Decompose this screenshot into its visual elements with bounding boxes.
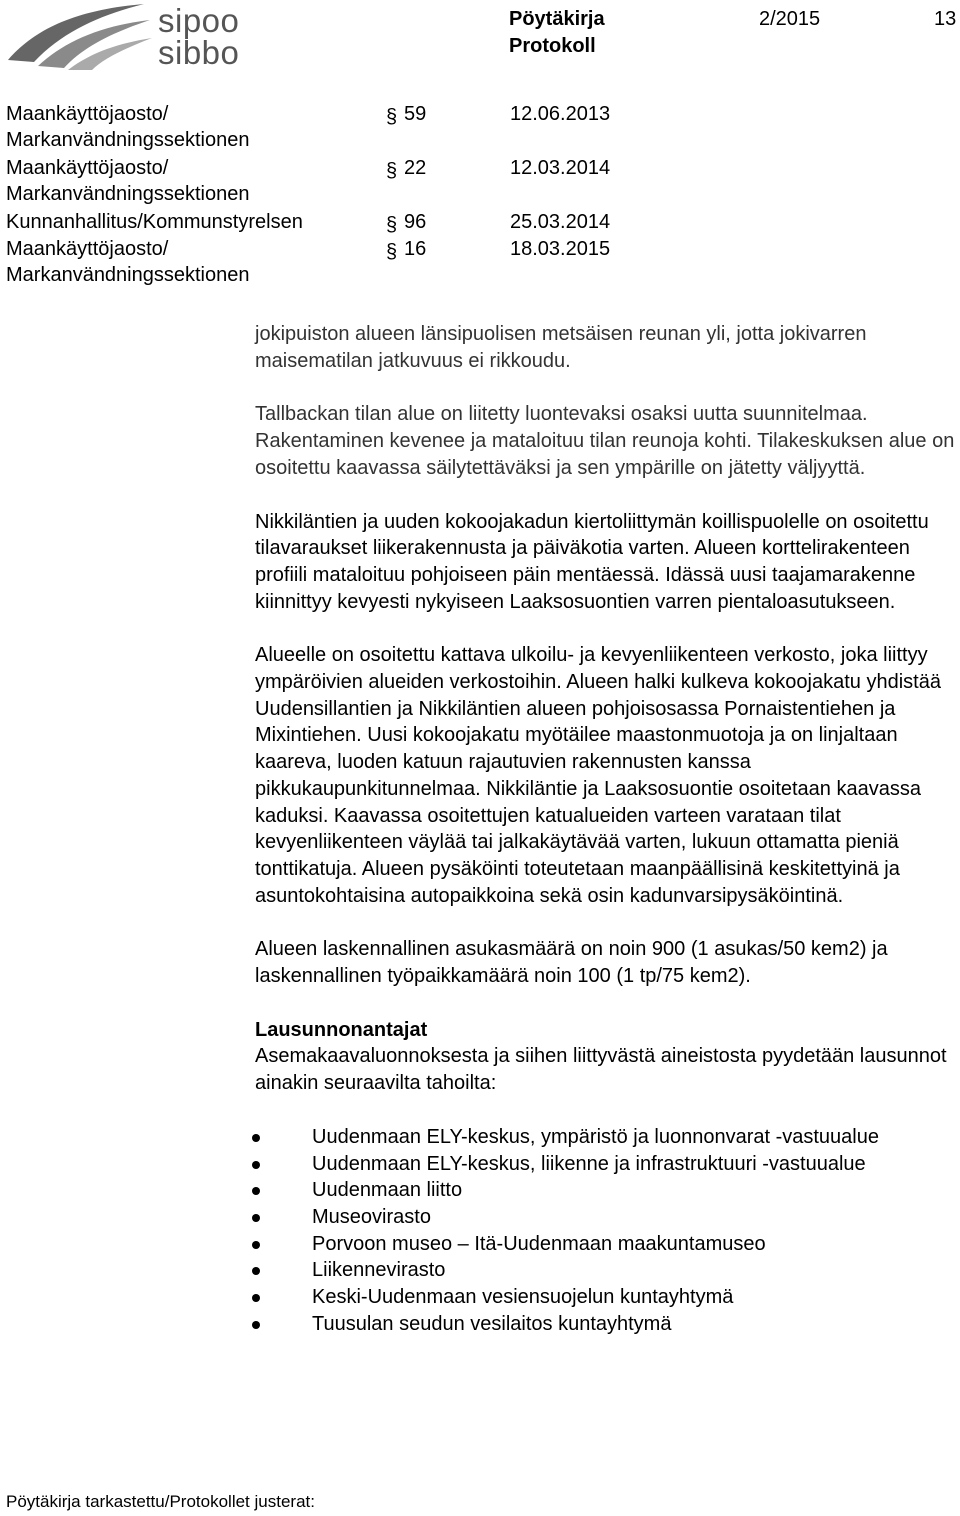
list-item: Uudenmaan liitto (255, 1177, 960, 1204)
section-heading-lausunnonantajat: Lausunnonantajat (255, 1018, 428, 1041)
meeting-organ (6, 101, 250, 153)
meeting-organ-line1: Kunnanhallitus/Kommunstyrelsen (6, 211, 303, 233)
list-item: Uudenmaan ELY-keskus, liikenne ja infrastruktuuri -vastuualue (255, 1151, 960, 1178)
meeting-organ-line1: Maankäyttöjaosto/ (6, 103, 169, 125)
paragraph-statement-request: Asemakaavaluonnoksesta ja siihen liittyvästä aineistosta pyydetään lausunnot ainakin seuraavilta tahoilta: (255, 1045, 947, 1095)
paragraph-traffic-network: Alueelle on osoitettu kattava ulkoilu- ja kevyenliikenteen verkosto, joka liittyy ympäröivien alueiden verkostoihin. Alueen halki kulkeva kokoojakatu yhdistää Uudensillantien ja Nikkiläntien alueen pohjoisosassa Pornaistentiehen ja Mixintiehen. Uusi kokoojakatu myötäilee maastonmuotoja ja on linjaltaan kaareva, luoden katuun rajautuvien rakennusten kanssa pikkukaupunkitunnelmaa. Nikkiläntie ja Laaksosuontie osoitetaan kaavassa kaduksi. Kaavassa osoitettujen katualueiden varteen varataan tilat kevyenliikenteen väylää tai jalkakäytävää varten, lukuun ottamatta pieniä tonttikatuja. Alueen pysäköinti toteutetaan maanpäällisinä keskitettyinä ja asuntokohtaisina autopaikkoina sekä osin kadunvarsipysäköintinä. (255, 644, 941, 907)
section-mark: § (386, 214, 398, 236)
meeting-ref-2 (0, 155, 700, 207)
paragraph-tallbacka: Tallbackan tilan alue on liitetty luontevaksi osaksi uutta suunnitelmaa. Rakentaminen kevenee ja mataloituu tilan reunoja kohti. Tilakeskuksen alue on osoitettu kaavassa säilytettäväksi ja sen ympärille on jätetty väljyyttä. (255, 403, 955, 479)
meeting-organ-line1: Maankäyttöjaosto/ (6, 238, 169, 260)
meeting-number: 16 (404, 238, 427, 260)
list-item: Keski-Uudenmaan vesiensuojelun kuntayhtymä (255, 1284, 960, 1311)
header-title-sv: Protokoll (509, 35, 596, 57)
meeting-number: 22 (404, 157, 427, 179)
meeting-date: 12.03.2014 (510, 157, 611, 179)
list-item: Porvoon museo – Itä-Uudenmaan maakuntamuseo (255, 1231, 960, 1258)
header-issue: 2/2015 (759, 8, 821, 30)
paragraph-population: Alueen laskennallinen asukasmäärä on noin 900 (1 asukas/50 kem2) ja laskennallinen työpaikkamäärä noin 100 (1 tp/75 kem2). (255, 938, 888, 988)
section-mark: § (386, 106, 398, 128)
meeting-organ (6, 155, 250, 207)
sipoo-logo (4, 0, 254, 72)
meeting-ref-4 (0, 236, 700, 288)
paragraph-river-park: jokipuiston alueen länsipuolisen metsäisen reunan yli, jotta jokivarren maisematilan jatkuvuus ei rikkoudu. (255, 323, 867, 372)
meeting-organ-line2: Markanvändningssektionen (6, 129, 250, 151)
recipients-list (255, 1124, 960, 1338)
footer-verification: Pöytäkirja tarkastettu/Protokollet justerat: (6, 1492, 315, 1511)
meeting-ref-3 (0, 209, 700, 235)
header-page-number: 13 (934, 8, 957, 30)
list-item: Museovirasto (255, 1204, 960, 1231)
document-body (255, 321, 960, 1338)
meeting-number: 96 (404, 211, 427, 233)
meeting-organ-line1: Maankäyttöjaosto/ (6, 157, 169, 179)
meeting-number: 59 (404, 103, 427, 125)
header-title-fi: Pöytäkirja (509, 8, 605, 30)
meeting-organ (6, 236, 250, 288)
list-item: Tuusulan seudun vesilaitos kuntayhtymä (255, 1311, 960, 1338)
meeting-organ (6, 209, 303, 235)
meeting-date: 18.03.2015 (510, 238, 611, 260)
logo-text-sipoo: sipoo (158, 2, 240, 39)
meeting-ref-1 (0, 101, 700, 153)
meeting-organ-line2: Markanvändningssektionen (6, 183, 250, 205)
sipoo-swoosh-icon (4, 0, 154, 72)
meeting-organ-line2: Markanvändningssektionen (6, 264, 250, 286)
paragraph-nikkilantie: Nikkiläntien ja uuden kokoojakadun kiertoliittymän koillispuolelle on osoitettu tilavaraukset liikerakennusta ja päiväkotia varten. Alueen korttelirakenteen profiili mataloituu pohjoiseen päin mentäessä. Idässä uusi taajamarakenne kiinnittyy kevyesti nykyiseen Laaksosuontien varren pientaloasutukseen. (255, 510, 929, 613)
logo-text-sibbo: sibbo (158, 34, 240, 71)
meeting-date: 12.06.2013 (510, 103, 611, 125)
section-mark: § (386, 241, 398, 263)
list-item: Liikennevirasto (255, 1257, 960, 1284)
section-mark: § (386, 160, 398, 182)
meeting-date: 25.03.2014 (510, 211, 611, 233)
list-item: Uudenmaan ELY-keskus, ympäristö ja luonnonvarat -vastuualue (255, 1124, 960, 1151)
